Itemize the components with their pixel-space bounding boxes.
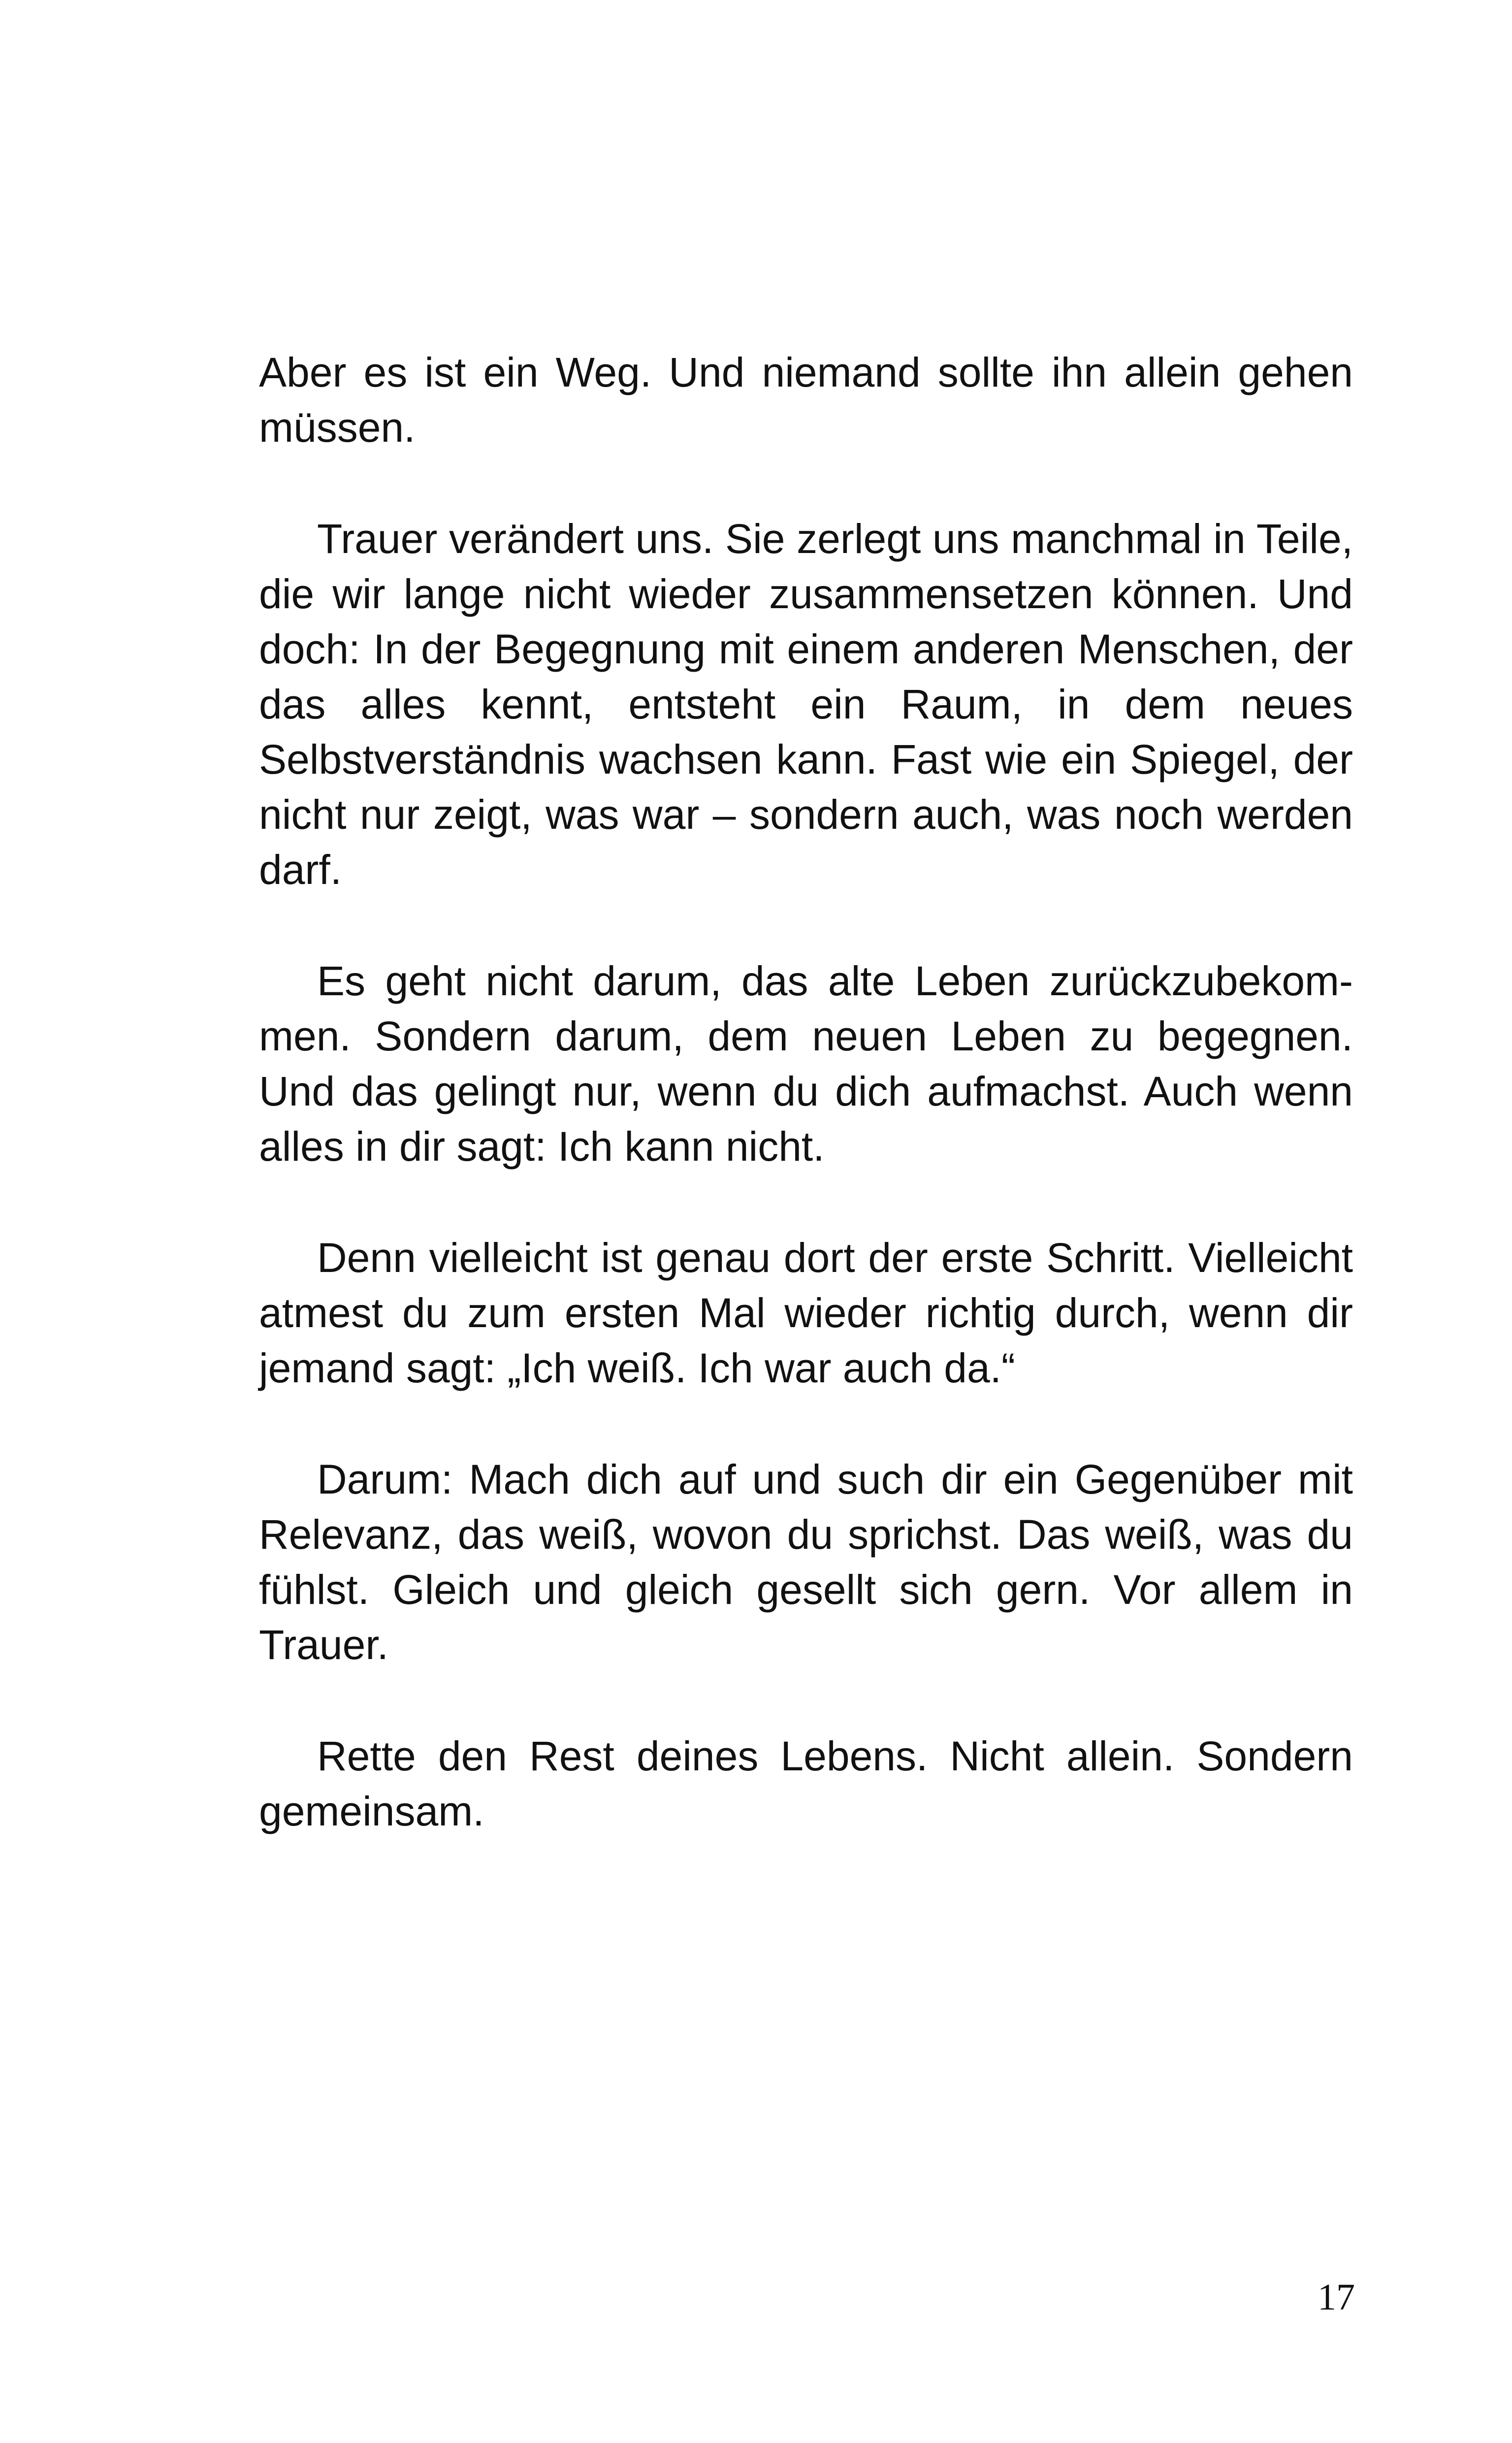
paragraph-6: Rette den Rest deines Lebens. Nicht allein. Sondern gemeinsam.: [259, 1733, 1353, 1834]
paragraph-5: Darum: Mach dich auf und such dir ein Gegenüber mit Relevanz, das weiß, wovon du sprichst. Das weiß, was du fühlst. Gleich und gleich gesellt sich gern. Vor allem in Trauer.: [259, 1456, 1353, 1668]
paragraph-4: Denn vielleicht ist genau dort der erste Schritt. Vielleicht atmest du zum ersten Mal wieder richtig durch, wenn dir jemand sagt: „Ich weiß. Ich war auch da.“: [259, 1235, 1353, 1391]
body-text: [259, 345, 1353, 1895]
page-number: 17: [1318, 2277, 1355, 2318]
paragraph-3: Es geht nicht darum, das alte Leben zurückzubekommen. Sondern darum, dem neuen Leben zu begegnen. Und das gelingt nur, wenn du dich aufmachst. Auch wenn alles in dir sagt: Ich kann nicht.: [259, 958, 1353, 1170]
paragraph-2: Trauer verändert uns. Sie zerlegt uns manchmal in Teile, die wir lange nicht wieder zusammensetzen können. Und doch: In der Begegnung mit einem anderen Menschen, der das alles kennt, entsteht ein Raum, in dem neues Selbstverständnis wachsen kann. Fast wie ein Spiegel, der nicht nur zeigt, was war – sondern auch, was noch werden darf.: [259, 516, 1353, 893]
paragraph-1: Aber es ist ein Weg. Und niemand sollte ihn allein gehen müssen.: [259, 349, 1353, 451]
